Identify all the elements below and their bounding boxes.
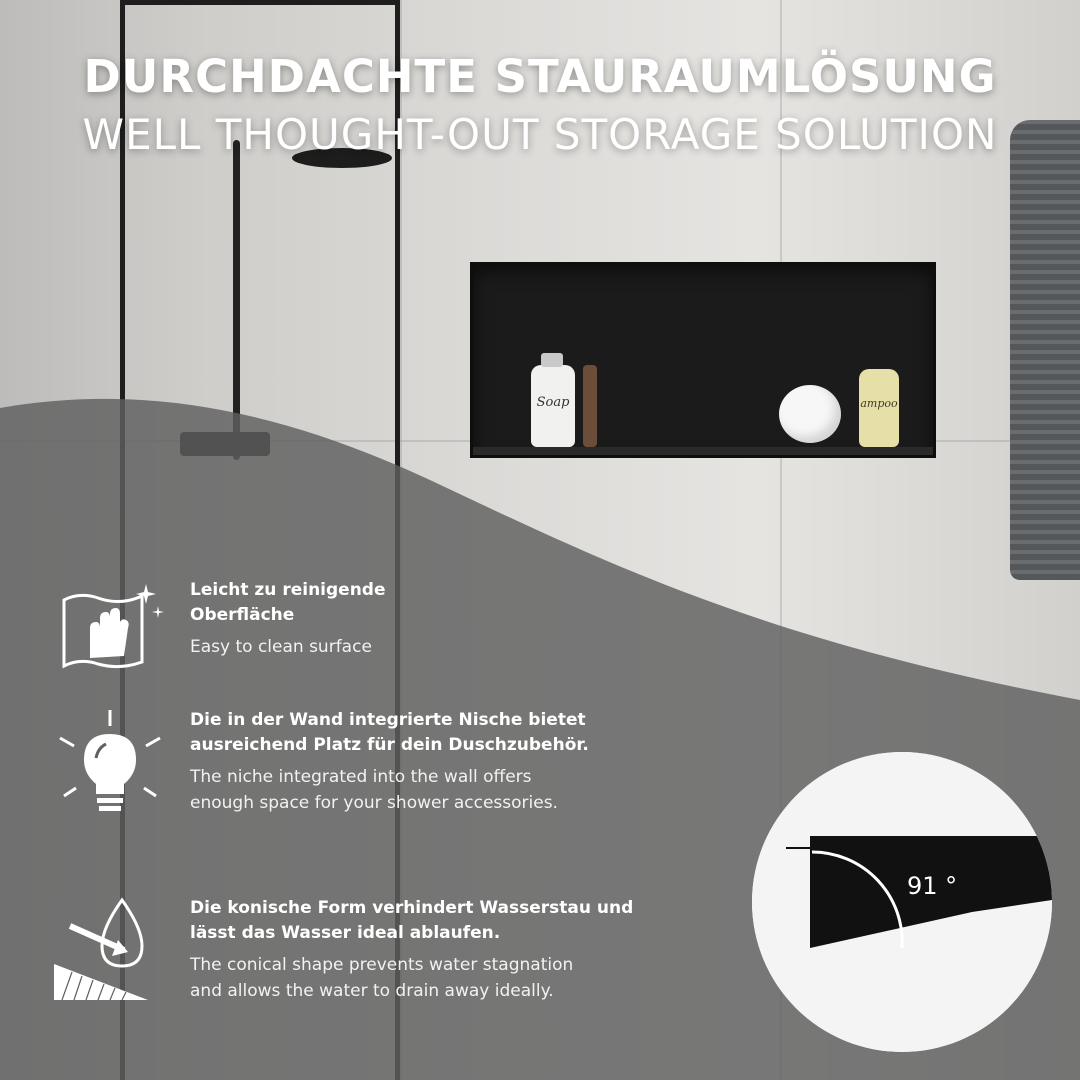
feature-description-english: The conical shape prevents water stagnation and allows the water to drain away ideally. [190,955,574,1001]
feature-text [190,578,386,660]
cleaning-hand-icon [50,578,170,688]
feature-text [190,708,589,816]
water-drain-icon [50,896,170,1006]
angle-detail-inset [752,752,1052,1052]
feature-easy-clean [50,578,386,688]
angle-label: 91 ° [907,872,958,900]
feature-integrated-niche [50,708,589,818]
shampoo-label: ampoo [860,397,898,410]
niche-profile-diagram [752,752,1052,1052]
headline-german: DURCHDACHTE STAURAUMLÖSUNG [83,50,997,103]
feature-title-german: Die konische Form verhindert Wasserstau und lässt das Wasser ideal ablaufen. [190,898,634,943]
headline-english: WELL THOUGHT-OUT STORAGE SOLUTION [82,110,998,159]
lightbulb-icon [50,708,170,818]
feature-description-english: The niche integrated into the wall offers enough space for your shower accessories. [190,767,558,813]
feature-title-german: Leicht zu reinigende Oberfläche [190,580,386,625]
feature-conical-drain [50,896,633,1006]
soap-label: Soap [536,395,570,410]
feature-description-english: Easy to clean surface [190,637,372,657]
feature-text [190,896,633,1004]
feature-title-german: Die in der Wand integrierte Nische bietet ausreichend Platz für dein Duschzubehör. [190,710,589,755]
